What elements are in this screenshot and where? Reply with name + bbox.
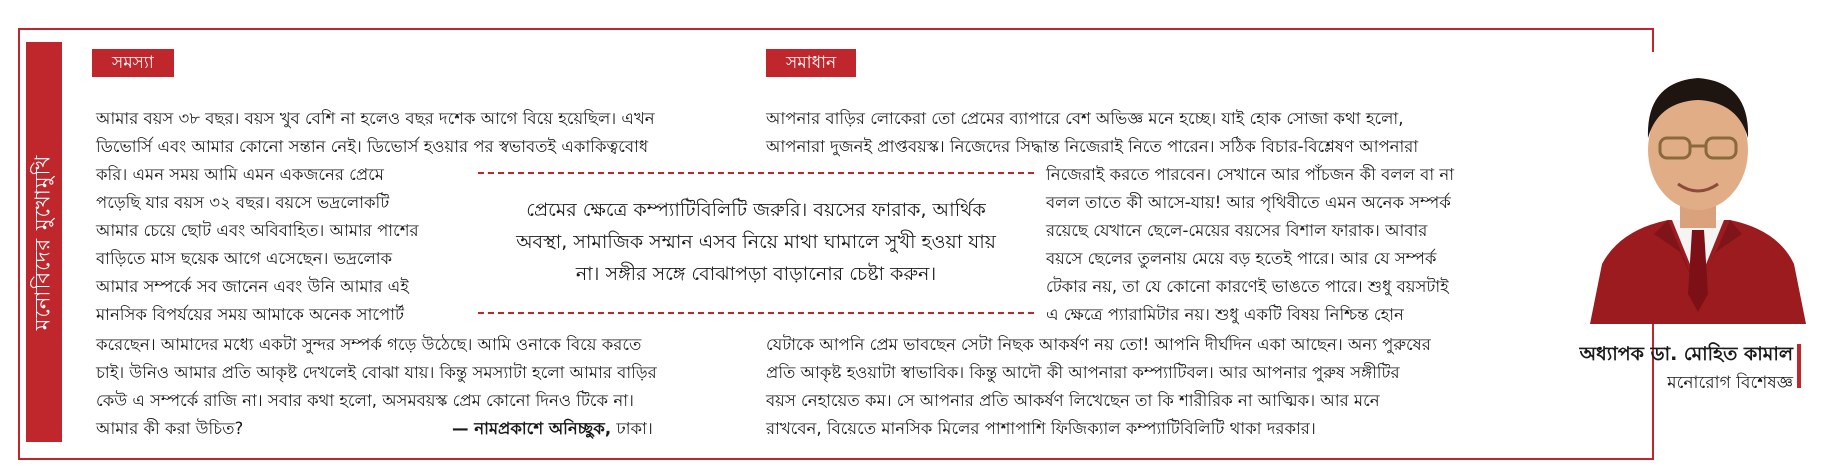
expert-accent-bar xyxy=(1797,344,1801,388)
expert-name: অধ্যাপক ডা. মোহিত কামাল xyxy=(1579,343,1793,365)
pull-quote-line: না। সঙ্গীর সঙ্গে বোঝাপড়া বাড়ানোর চেষ্টা করুন। xyxy=(575,263,937,285)
solution-line: টেকার নয়, তা যে কোনো কারণেই ভাঙতে পারে। শুধু বয়সটাই xyxy=(1046,277,1449,296)
solution-line: আপনারা দুজনই প্রাপ্তবয়স্ক। নিজেদের সিদ্ধান্ত নিজেরাই নিতে পারেন। সঠিক বিচার-বিশ্লেষণ আপনারা xyxy=(766,137,1419,156)
solution-line: বলল তাতে কী আসে-যায়! আর পৃথিবীতে এমন অনেক সম্পর্ক xyxy=(1046,193,1451,212)
problem-line: মানসিক বিপর্যয়ের সময় আমাকে অনেক সাপোর্ট xyxy=(96,305,404,324)
pull-quote-line: অবস্থা, সামাজিক সম্মান এসব নিয়ে মাথা ঘামালে সুখী হওয়া যায় xyxy=(516,231,996,253)
problem-label: সমস্যা xyxy=(92,49,174,77)
problem-line: কেউ এ সম্পর্কে রাজি না। সবার কথা হলো, অসমবয়স্ক প্রেম কোনো দিনও টিকে না। xyxy=(96,391,634,410)
signature-name: — নামপ্রকাশে অনিচ্ছুক, xyxy=(452,419,612,438)
solution-line: যেটাকে আপনি প্রেম ভাবছেন সেটা নিছক আকর্ষণ নয় তো! আপনি দীর্ঘদিন একা আছেন। অন্য পুরুষের xyxy=(766,335,1431,354)
solution-line: রাখবেন, বিয়েতে মানসিক মিলের পাশাপাশি ফিজিক্যাল কম্প্যাটিবিলিটি থাকা দরকার। xyxy=(766,419,1316,438)
solution-line: প্রতি আকৃষ্ট হওয়াটা স্বাভাবিক। কিন্তু আদৌ কী আপনারা কম্প্যাটিবল। আর আপনার পুরুষ সঙ্গীটির xyxy=(766,363,1400,382)
pull-quote xyxy=(478,172,1034,314)
problem-line: আমার চেয়ে ছোট এবং অবিবাহিত। আমার পাশের xyxy=(96,221,419,240)
problem-line: করেছেন। আমাদের মধ্যে একটা সুন্দর সম্পর্ক গড়ে উঠেছে। আমি ওনাকে বিয়ে করতে xyxy=(96,335,642,354)
problem-line: করি। এমন সময় আমি এমন একজনের প্রেমে xyxy=(96,165,384,184)
problem-line: পড়েছি যার বয়স ৩২ বছর। বয়সে ভদ্রলোকটি xyxy=(96,193,390,212)
problem-line: আমার সম্পর্কে সব জানেন এবং উনি আমার এই xyxy=(96,277,409,296)
expert-photo xyxy=(1580,52,1816,324)
solution-line: নিজেরাই করতে পারবেন। সেখানে আর পাঁচজন কী বলল বা না xyxy=(1046,165,1455,184)
expert-portrait xyxy=(1580,52,1816,324)
problem-line: আমার কী করা উচিত? xyxy=(96,419,244,438)
solution-line: এ ক্ষেত্রে প্যারামিটার নয়। শুধু একটি বিষয় নিশ্চিন্ত হোন xyxy=(1046,305,1404,324)
signature xyxy=(452,416,653,443)
column-title: মনোবিদের মুখোমুখি xyxy=(30,154,55,330)
pull-quote-line: প্রেমের ক্ষেত্রে কম্প্যাটিবিলিটি জরুরি। বয়সের ফারাক, আর্থিক xyxy=(526,199,986,221)
problem-line: ডিভোর্সি এবং আমার কোনো সন্তান নেই। ডিভোর্স হওয়ার পর স্বভাবতই একাকিত্ববোধ xyxy=(96,137,649,156)
solution-line: রয়েছে যেখানে ছেলে-মেয়ের বয়সের বিশাল ফারাক। আবার xyxy=(1046,221,1428,240)
signature-place: ঢাকা। xyxy=(611,419,653,438)
solution-line: আপনার বাড়ির লোকেরা তো প্রেমের ব্যাপারে বেশ অভিজ্ঞ মনে হচ্ছে। যাই হোক সোজা কথা হলো, xyxy=(766,109,1404,128)
solution-line: বয়স নেহায়েত কম। সে আপনার প্রতি আকর্ষণ লিখেছেন তা কি শারীরিক না আত্মিক। আর মনে xyxy=(766,391,1380,410)
solution-line: বয়সে ছেলের তুলনায় মেয়ে বড় হতেই পারে। আর যে সম্পর্ক xyxy=(1046,249,1437,268)
column-title-bar xyxy=(26,42,62,442)
expert-role: মনোরোগ বিশেষজ্ঞ xyxy=(1667,373,1793,393)
problem-line: বাড়িতে মাস ছয়েক আগে এসেছেন। ভদ্রলোক xyxy=(96,249,393,268)
problem-line: আমার বয়স ৩৮ বছর। বয়স খুব বেশি না হলেও বছর দশেক আগে বিয়ে হয়েছিল। এখন xyxy=(96,109,655,128)
problem-line: চাই। উনিও আমার প্রতি আকৃষ্ট দেখলেই বোঝা যায়। কিন্তু সমস্যাটা হলো আমার বাড়ির xyxy=(96,363,657,382)
solution-label: সমাধান xyxy=(766,49,856,77)
